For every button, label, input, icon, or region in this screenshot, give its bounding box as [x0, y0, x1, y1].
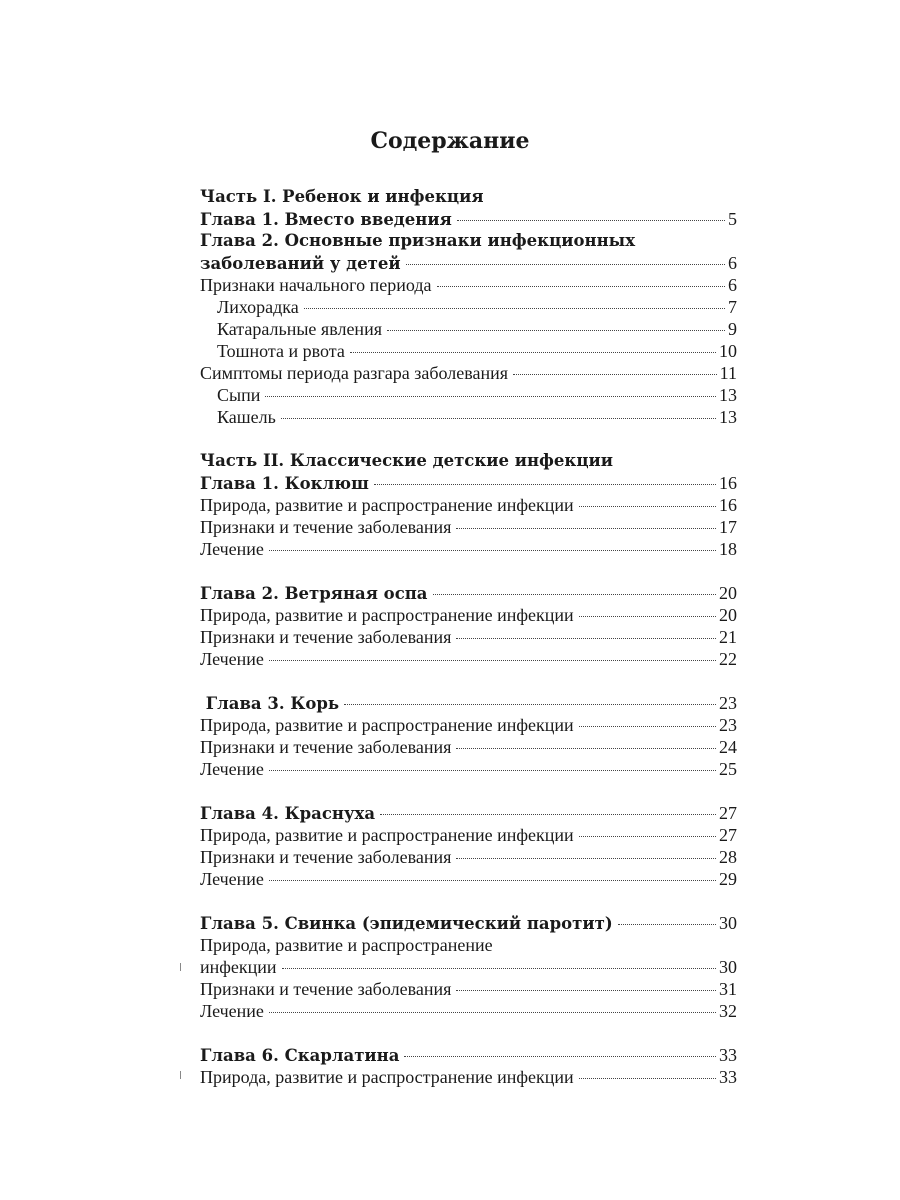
toc-entry	[200, 912, 737, 934]
toc-entry	[200, 186, 737, 208]
toc-entry	[200, 450, 737, 472]
toc-entry	[200, 384, 737, 406]
toc-leader-dots	[579, 616, 716, 617]
toc-leader-dots	[304, 308, 725, 309]
toc-entry-title: Признаки и течение заболевания	[200, 627, 452, 647]
toc-leader-dots	[380, 814, 716, 815]
toc-entry-title: Лечение	[200, 759, 264, 779]
toc-entry-title: Природа, развитие и распространение инфекции	[200, 495, 574, 515]
toc-page-number: 16	[719, 495, 737, 515]
toc-entry-title: Глава 1. Вместо введения	[200, 210, 452, 229]
toc-page-number: 23	[719, 715, 737, 735]
section-gap	[200, 780, 737, 802]
toc-entry	[200, 538, 737, 560]
toc-entry	[200, 516, 737, 538]
toc-entry-title: Лечение	[200, 539, 264, 559]
toc-entry	[200, 318, 737, 340]
toc-entry	[200, 362, 737, 384]
toc-entry-title: Лихорадка	[217, 297, 299, 317]
toc-entry-title: Признаки и течение заболевания	[200, 517, 452, 537]
toc-entry-title: Глава 6. Скарлатина	[200, 1046, 400, 1065]
toc-entry-title: Лечение	[200, 869, 264, 889]
toc-entry	[200, 758, 737, 780]
toc-leader-dots	[457, 220, 725, 221]
toc-page-number: 28	[719, 847, 737, 867]
table-of-contents	[200, 186, 737, 1088]
toc-entry	[200, 1000, 737, 1022]
toc-entry-title: Тошнота и рвота	[217, 341, 345, 361]
toc-page-number: 33	[719, 1045, 737, 1065]
toc-page-number: 30	[719, 957, 737, 977]
toc-entry-title: Часть I. Ребенок и инфекция	[200, 187, 484, 206]
toc-entry-title: Глава 1. Коклюш	[200, 474, 369, 493]
toc-entry-title: Признаки и течение заболевания	[200, 737, 452, 757]
toc-leader-dots	[269, 770, 716, 771]
toc-entry-title: Глава 2. Ветряная оспа	[200, 584, 428, 603]
toc-entry-title: Часть II. Классические детские инфекции	[200, 451, 614, 470]
toc-leader-dots	[437, 286, 726, 287]
toc-entry-title: Признаки начального периода	[200, 275, 432, 295]
toc-entry	[200, 868, 737, 890]
toc-entry	[200, 846, 737, 868]
toc-entry	[200, 296, 737, 318]
toc-leader-dots	[456, 638, 716, 639]
toc-leader-dots	[579, 1078, 716, 1079]
toc-leader-dots	[404, 1056, 716, 1057]
toc-page-number: 11	[719, 363, 737, 383]
toc-leader-dots	[374, 484, 716, 485]
toc-entry	[200, 956, 737, 978]
toc-leader-dots	[456, 858, 716, 859]
toc-leader-dots	[281, 418, 716, 419]
toc-page-number: 13	[719, 385, 737, 405]
toc-leader-dots	[579, 726, 716, 727]
toc-entry	[200, 252, 737, 274]
toc-leader-dots	[350, 352, 716, 353]
toc-entry	[200, 582, 737, 604]
toc-entry-title: Сыпи	[217, 385, 261, 405]
toc-entry	[200, 692, 737, 714]
toc-entry-title: инфекции	[200, 957, 277, 977]
toc-entry	[200, 648, 737, 670]
toc-page-number: 13	[719, 407, 737, 427]
toc-entry-title: заболеваний у детей	[200, 254, 401, 273]
toc-entry	[200, 406, 737, 428]
page-title: Содержание	[370, 128, 530, 154]
toc-leader-dots	[269, 550, 716, 551]
toc-entry	[200, 472, 737, 494]
toc-entry-title: Природа, развитие и распространение инфекции	[200, 715, 574, 735]
toc-entry-title: Катаральные явления	[217, 319, 382, 339]
toc-page-number: 16	[719, 473, 737, 493]
toc-page-number: 32	[719, 1001, 737, 1021]
scan-mark	[180, 963, 181, 971]
toc-page-number: 20	[719, 605, 737, 625]
toc-leader-dots	[265, 396, 716, 397]
toc-page-number: 25	[719, 759, 737, 779]
toc-entry-title: Природа, развитие и распространение инфекции	[200, 605, 574, 625]
toc-entry	[200, 274, 737, 296]
toc-leader-dots	[433, 594, 716, 595]
toc-entry-title: Лечение	[200, 649, 264, 669]
toc-leader-dots	[406, 264, 725, 265]
toc-page-number: 17	[719, 517, 737, 537]
toc-leader-dots	[269, 660, 716, 661]
toc-page-number: 9	[728, 319, 737, 339]
toc-entry-title: Глава 2. Основные признаки инфекционных	[200, 231, 636, 250]
toc-leader-dots	[513, 374, 717, 375]
toc-entry	[200, 1066, 737, 1088]
toc-page-number: 23	[719, 693, 737, 713]
toc-entry	[200, 208, 737, 230]
toc-page-number: 7	[728, 297, 737, 317]
toc-leader-dots	[456, 990, 716, 991]
toc-page-number: 31	[719, 979, 737, 999]
toc-page-number: 22	[719, 649, 737, 669]
toc-leader-dots	[269, 880, 716, 881]
toc-leader-dots	[579, 836, 716, 837]
toc-page-number: 10	[719, 341, 737, 361]
scan-mark	[180, 1071, 181, 1079]
toc-entry	[200, 626, 737, 648]
toc-entry	[200, 340, 737, 362]
toc-page-number: 20	[719, 583, 737, 603]
toc-entry	[200, 604, 737, 626]
toc-entry-title: Глава 4. Краснуха	[200, 804, 376, 823]
toc-entry-title: Глава 5. Свинка (эпидемический паротит)	[200, 914, 613, 933]
toc-page-number: 18	[719, 539, 737, 559]
toc-leader-dots	[456, 748, 716, 749]
toc-entry	[200, 824, 737, 846]
toc-page-number: 27	[719, 825, 737, 845]
toc-leader-dots	[344, 704, 716, 705]
toc-page-number: 6	[728, 253, 737, 273]
section-gap	[200, 560, 737, 582]
toc-entry-title: Природа, развитие и распространение	[200, 935, 493, 955]
section-gap	[200, 890, 737, 912]
toc-entry-title: Симптомы периода разгара заболевания	[200, 363, 509, 383]
section-gap	[200, 670, 737, 692]
toc-entry	[200, 802, 737, 824]
toc-leader-dots	[456, 528, 716, 529]
toc-entry	[200, 978, 737, 1000]
toc-page-number: 21	[719, 627, 737, 647]
toc-entry	[200, 714, 737, 736]
toc-entry-title: Признаки и течение заболевания	[200, 979, 452, 999]
toc-page-number: 5	[728, 209, 737, 229]
toc-leader-dots	[618, 924, 716, 925]
toc-page-number: 27	[719, 803, 737, 823]
toc-entry	[200, 230, 737, 252]
toc-leader-dots	[387, 330, 725, 331]
toc-leader-dots	[269, 1012, 716, 1013]
toc-page-number: 29	[719, 869, 737, 889]
toc-leader-dots	[579, 506, 716, 507]
toc-entry-title: Природа, развитие и распространение инфекции	[200, 1067, 574, 1087]
toc-entry-title: Кашель	[217, 407, 276, 427]
toc-page-number: 30	[719, 913, 737, 933]
toc-entry-title: Глава 3. Корь	[200, 694, 340, 713]
section-gap	[200, 1022, 737, 1044]
toc-entry	[200, 494, 737, 516]
section-gap	[200, 428, 737, 450]
toc-entry	[200, 736, 737, 758]
toc-leader-dots	[282, 968, 716, 969]
toc-page-number: 24	[719, 737, 737, 757]
toc-entry-title: Лечение	[200, 1001, 264, 1021]
toc-entry-title: Природа, развитие и распространение инфекции	[200, 825, 574, 845]
toc-page-number: 33	[719, 1067, 737, 1087]
toc-entry	[200, 1044, 737, 1066]
toc-entry	[200, 934, 737, 956]
toc-entry-title: Признаки и течение заболевания	[200, 847, 452, 867]
toc-page-number: 6	[728, 275, 737, 295]
